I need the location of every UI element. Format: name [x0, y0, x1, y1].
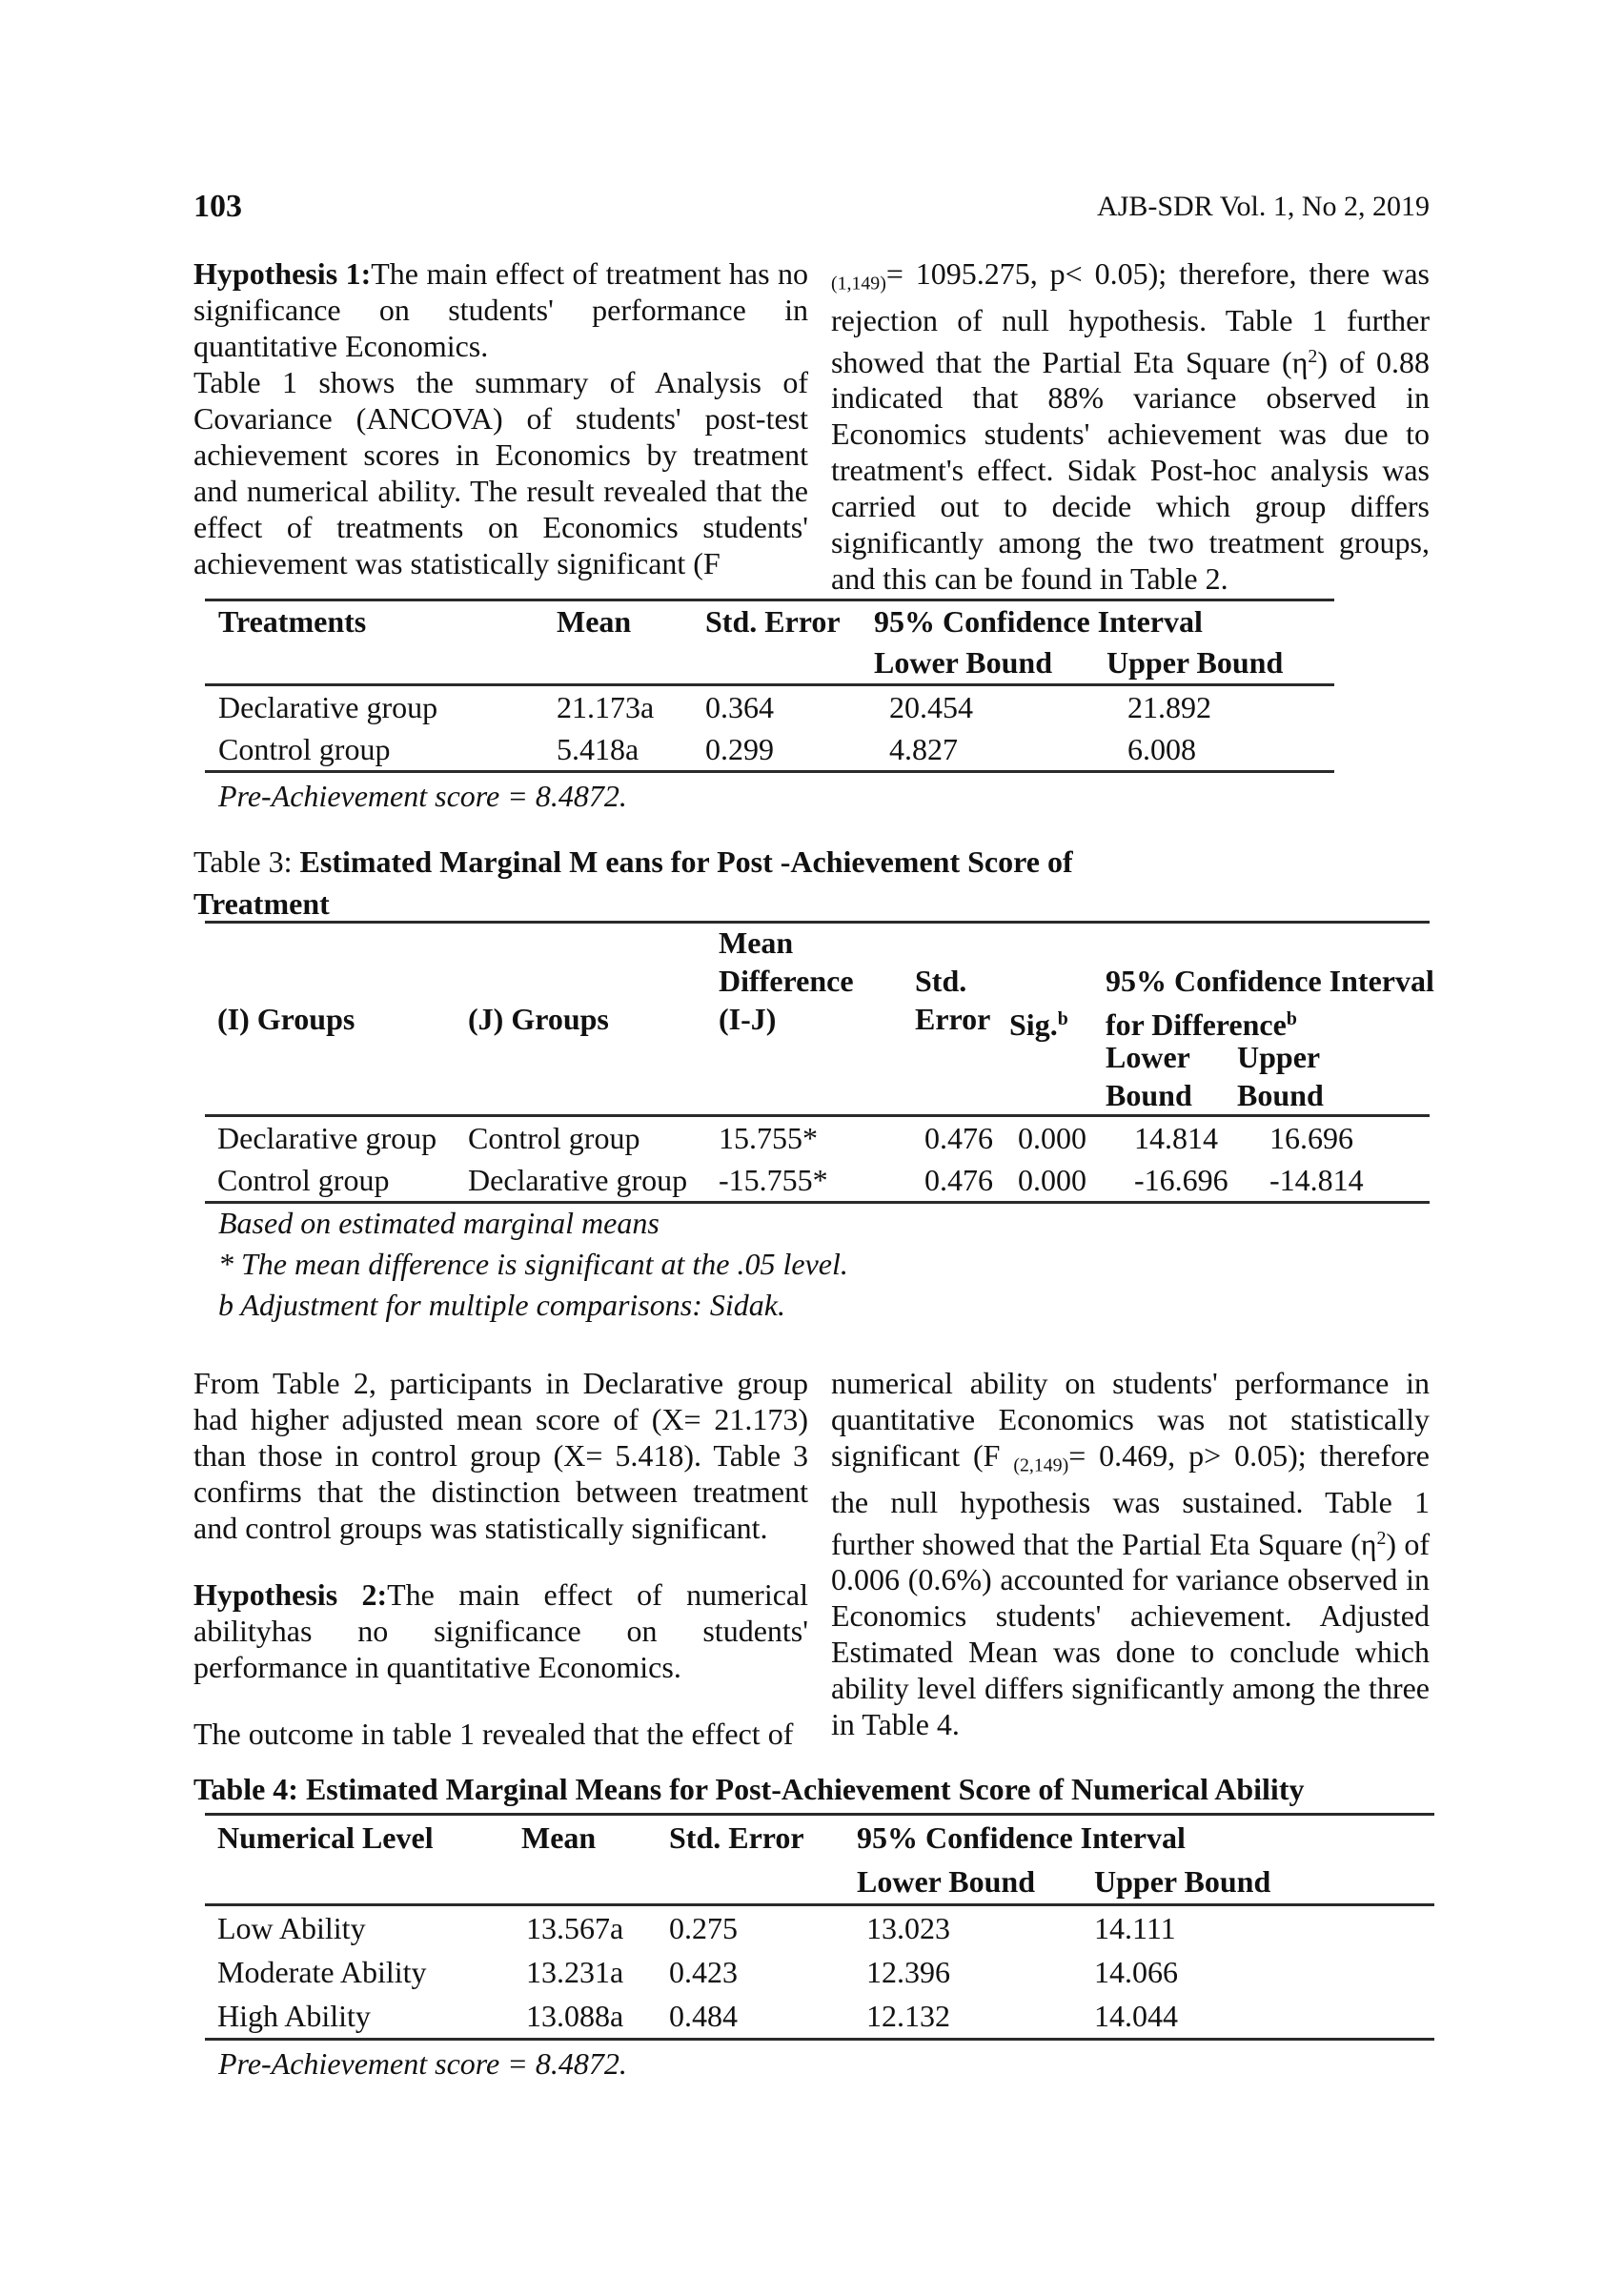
table-footnote-pre-achievement: Pre-Achievement score = 8.4872.: [218, 779, 627, 813]
cell-upper-bound: 14.066: [1094, 1955, 1178, 1989]
empty-cell: [719, 1038, 915, 1076]
empty-cell: [1009, 962, 1103, 1000]
cell-upper-bound: 6.008: [1127, 732, 1196, 766]
empty-cell: [1009, 924, 1103, 962]
column-header-treatments: Treatments: [218, 604, 367, 639]
table-row: [205, 1994, 1434, 2038]
table-subheader-row: [205, 1860, 1434, 1903]
cell-treatment: Control group: [218, 732, 391, 766]
empty-cell: [1103, 924, 1234, 962]
intro-left-column: [193, 255, 808, 597]
empty-cell: [719, 1076, 915, 1114]
cell-lower-bound: 13.023: [866, 1911, 950, 1945]
table-footnote-pre-achievement: Pre-Achievement score = 8.4872.: [218, 2046, 627, 2081]
column-header-sig: Sig.$^b$: [1009, 1006, 1068, 1042]
empty-cell: [468, 1038, 719, 1076]
column-header-i-groups: (I) Groups: [217, 1002, 355, 1036]
table-numerical-ability: [205, 1813, 1434, 2041]
paragraph-hypothesis-2: Hypothesis 2:The main effect of numerical abilityhas no significance on students' performance in quantitative Economics.: [193, 1577, 808, 1684]
empty-cell: [691, 642, 863, 683]
table-row: [205, 1159, 1430, 1201]
cell-std-error: 0.364: [705, 690, 774, 724]
discussion-columns: [193, 1365, 1430, 1752]
cell-upper-bound: 21.892: [1127, 690, 1211, 724]
cell-upper-bound: 14.044: [1094, 1999, 1178, 2033]
empty-cell: [543, 642, 691, 683]
table-header-line2: [205, 962, 1434, 1000]
table4-caption: Table 4: Estimated Marginal Means for Post-Achievement Score of Numerical Ability: [193, 1772, 1305, 1806]
column-header-lower-line1: Lower: [1106, 1040, 1190, 1074]
paragraph-anova-result: (1,149)= 1095.275, p< 0.05); therefore, there was rejection of null hypothesis. Table 1 further showed that the Partial Eta Square $(\eta^2)$ of 0.88 indicated that 88% variance observed in Economics students' achievement was due to treatment's effect. Sidak Post-hoc analysis was carried out to decide which group differs significantly among the two treatment groups, and this can be found in Table 2.: [831, 256, 1430, 597]
intro-columns: [193, 255, 1430, 597]
table-treatments: [205, 599, 1334, 773]
column-header-mean: Mean: [521, 1820, 597, 1855]
empty-cell: [205, 1860, 521, 1903]
cell-mean-difference: -15.755*: [719, 1163, 828, 1197]
cell-upper-bound: -14.814: [1269, 1163, 1364, 1197]
cell-std-error: 0.484: [669, 1999, 738, 2033]
empty-cell: [205, 1038, 468, 1076]
cell-std-error: 0.299: [705, 732, 774, 766]
table-row: [205, 728, 1334, 770]
column-header-confidence-interval: 95% Confidence Interval: [874, 604, 1203, 639]
empty-cell: [669, 1860, 853, 1903]
empty-cell: [468, 1076, 719, 1114]
column-header-numerical-level: Numerical Level: [217, 1820, 434, 1855]
cell-mean: 13.231a: [526, 1955, 624, 1989]
cell-j-group: Control group: [468, 1121, 640, 1155]
table-pairwise-comparisons: [205, 921, 1434, 1204]
column-header-upper-bound: Upper Bound: [1106, 645, 1284, 680]
page-header: [193, 189, 1430, 225]
paragraph-hypothesis-1: Hypothesis 1:The main effect of treatment has no significance on students' performance in quantitative Economics.: [193, 256, 809, 363]
column-header-lower-line2: Bound: [1106, 1078, 1192, 1112]
cell-i-group: Declarative group: [217, 1121, 437, 1155]
cell-lower-bound: 12.396: [866, 1955, 950, 1989]
table-row: [205, 1906, 1434, 1950]
discussion-right-column: [831, 1365, 1430, 1752]
paragraph-numerical-ability-result: numerical ability on students' performance in quantitative Economics was not statistically significant (F (2,149)= 0.469, p> 0.05); therefore the null hypothesis was sustained. Table 1 further showed that the Partial Eta Square $(\eta^2)$ of 0.006 (0.6%) accounted for variance observed in Economics students' achievement. Adjusted Estimated Mean was done to conclude which ability level differs significantly among the three in Table 4.: [831, 1366, 1431, 1742]
empty-cell: [205, 1076, 468, 1114]
empty-cell: [205, 962, 468, 1000]
cell-mean: 21.173a: [557, 690, 655, 724]
empty-cell: [1009, 1076, 1103, 1114]
page-number: 103: [193, 189, 242, 224]
footnote-estimated-marginal-means: Based on estimated marginal means: [218, 1206, 660, 1240]
cell-treatment: Declarative group: [218, 690, 438, 724]
empty-cell: [915, 924, 1009, 962]
empty-cell: [205, 924, 468, 962]
column-header-lower-bound: Lower Bound: [857, 1864, 1036, 1899]
cell-ability-level: Moderate Ability: [217, 1955, 427, 1989]
column-header-ci-line1: 95% Confidence Interval: [1106, 964, 1434, 998]
table-row: [205, 1117, 1430, 1159]
cell-j-group: Declarative group: [468, 1163, 688, 1197]
column-header-lower-bound: Lower Bound: [874, 645, 1053, 680]
column-header-confidence-interval: 95% Confidence Interval: [857, 1820, 1186, 1855]
column-header-mean: Mean: [557, 604, 632, 639]
table-subheader-row: [205, 642, 1334, 683]
column-header-mean-difference-line2: Difference: [719, 964, 854, 998]
empty-cell: [1009, 1038, 1103, 1076]
table-row: [205, 1950, 1434, 1994]
table-header-line4: [205, 1038, 1430, 1076]
column-header-j-groups: (J) Groups: [468, 1002, 609, 1036]
paragraph-table2-discussion: From Table 2, participants in Declarative group had higher adjusted mean score of (X= 21.173) than those in control group (X= 5.418). Table 3 confirms that the distinction between treatment and control groups was statistically significant.: [193, 1366, 808, 1545]
column-header-upper-line1: Upper: [1237, 1040, 1321, 1074]
cell-upper-bound: 16.696: [1269, 1121, 1353, 1155]
cell-ability-level: Low Ability: [217, 1911, 366, 1945]
column-header-std-error: Std. Error: [669, 1820, 804, 1855]
empty-cell: [468, 962, 719, 1000]
table3-caption: Table 3: Estimated Marginal M eans for Post -Achievement Score of Treatment: [193, 844, 1073, 921]
cell-mean: 13.567a: [526, 1911, 624, 1945]
empty-cell: [468, 924, 719, 962]
table3-footnotes: [218, 1203, 848, 1326]
cell-lower-bound: -16.696: [1134, 1163, 1228, 1197]
cell-mean-difference: 15.755*: [719, 1121, 818, 1155]
footnote-sidak-adjustment: b Adjustment for multiple comparisons: Sidak.: [218, 1288, 785, 1322]
cell-lower-bound: 12.132: [866, 1999, 950, 2033]
cell-i-group: Control group: [217, 1163, 390, 1197]
journal-reference: AJB-SDR Vol. 1, No 2, 2019: [1097, 191, 1430, 222]
empty-cell: [521, 1860, 669, 1903]
cell-sig: 0.000: [1018, 1163, 1086, 1197]
footnote-significance-level: * The mean difference is significant at the .05 level.: [218, 1247, 848, 1281]
column-header-mean-difference-line1: Mean: [719, 925, 794, 960]
cell-std-error: 0.275: [669, 1911, 738, 1945]
table-header-row: [205, 1816, 1434, 1860]
table-header-row: [205, 601, 1334, 642]
cell-mean: 13.088a: [526, 1999, 624, 2033]
table-rule-bottom: [205, 770, 1334, 773]
table-header-line3: [205, 1000, 1430, 1042]
column-header-std-error: Std. Error: [705, 604, 841, 639]
empty-cell: [205, 642, 543, 683]
column-header-std-line1: Std.: [915, 964, 967, 998]
cell-std-error: 0.476: [924, 1121, 993, 1155]
empty-cell: [1234, 924, 1430, 962]
cell-ability-level: High Ability: [217, 1999, 371, 2033]
column-header-upper-line2: Bound: [1237, 1078, 1324, 1112]
column-header-ci-line2: for Difference$^b$: [1106, 1006, 1297, 1042]
cell-lower-bound: 4.827: [889, 732, 958, 766]
discussion-left-column: [193, 1365, 808, 1752]
empty-cell: [915, 1038, 1009, 1076]
table-row: [205, 686, 1334, 728]
cell-mean: 5.418a: [557, 732, 639, 766]
paragraph-outcome-lead: The outcome in table 1 revealed that the effect of: [193, 1717, 794, 1751]
table-rule-bottom: [205, 2038, 1434, 2041]
paragraph-table1-summary: Table 1 shows the summary of Analysis of Covariance (ANCOVA) of students' post-test achievement scores in Economics by treatment and numerical ability. The result revealed that the effect of treatments on Economics students' achievement was statistically significant (F: [193, 365, 808, 580]
empty-cell: [915, 1076, 1009, 1114]
column-header-std-line2: Error: [915, 1002, 991, 1036]
cell-std-error: 0.476: [924, 1163, 993, 1197]
cell-lower-bound: 20.454: [889, 690, 973, 724]
cell-upper-bound: 14.111: [1094, 1911, 1176, 1945]
table-header-line5: [205, 1076, 1430, 1114]
table-header-line1: [205, 924, 1430, 962]
cell-lower-bound: 14.814: [1134, 1121, 1218, 1155]
cell-std-error: 0.423: [669, 1955, 738, 1989]
cell-sig: 0.000: [1018, 1121, 1086, 1155]
intro-right-column: [831, 255, 1430, 597]
column-header-mean-difference-line3: (I-J): [719, 1002, 777, 1036]
column-header-upper-bound: Upper Bound: [1094, 1864, 1271, 1899]
